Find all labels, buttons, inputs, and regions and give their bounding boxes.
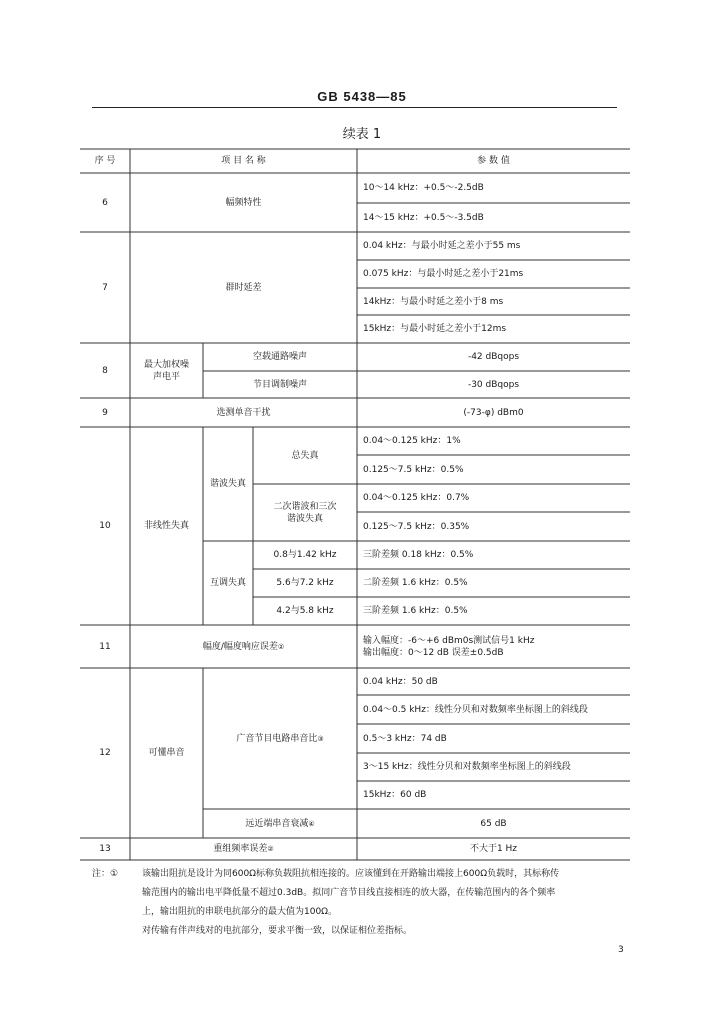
- row13-sup: ②: [267, 845, 274, 853]
- row6-param-1: 10～14 kHz：+0.5～-2.5dB: [363, 183, 484, 193]
- row8-sub-2: 节目调制噪声: [252, 379, 307, 390]
- note-label: 注：①: [92, 869, 119, 879]
- row13-item: [130, 838, 357, 860]
- row6-item: 幅频特性: [225, 197, 262, 208]
- note-text-1: 该输出阻抗是设计为同600Ω标称负载阻抗相连接的。应该懂到在开路输出端接上600Ω负载时，其标称传: [142, 869, 560, 879]
- row9-param: (-73-φ) dBm0: [463, 407, 524, 418]
- col-header-no: 序 号: [94, 156, 116, 166]
- row12-val-4: 3～15 kHz：线性分贝和对数频率坐标图上的斜线段: [363, 762, 571, 772]
- row7-param-1: 0.04 kHz：与最小时延之差小于55 ms: [363, 241, 521, 251]
- row12-sub-1: [203, 668, 357, 809]
- row9-no: 9: [102, 407, 108, 418]
- row10-thd: 总失真: [291, 450, 319, 461]
- row11-item: [130, 625, 357, 668]
- row7-item: 群时延差: [225, 282, 262, 293]
- row10-imd-freq-2: 5.6与7.2 kHz: [276, 578, 334, 588]
- row8-no: 8: [102, 365, 108, 376]
- row11-item-label: 幅度/幅度响应误差: [202, 641, 278, 652]
- page-number: 3: [618, 945, 624, 955]
- row10-imd-val-1: 三阶差频 0.18 kHz：0.5%: [363, 550, 474, 560]
- row12-val-5: 15kHz：60 dB: [363, 790, 427, 800]
- row13-no: 13: [99, 844, 111, 854]
- row12-sub-1-label: 广音节目电路串音比: [236, 733, 318, 744]
- row12-sub-2-val: 65 dB: [480, 818, 507, 829]
- row8-val-1: -42 dBqops: [467, 352, 520, 362]
- note-line-3: 上，输出阻抗的串联电抗部分的最大值为100Ω。: [142, 907, 338, 917]
- table-notes: [92, 865, 632, 941]
- row12-sub-1-sup: ③: [317, 734, 324, 743]
- row12-sub-2-sup: ④: [308, 819, 315, 828]
- row10-thd-val-1: 0.04～0.125 kHz：1%: [363, 436, 461, 446]
- row7-param-2: 0.075 kHz：与最小时延之差小于21ms: [363, 269, 524, 279]
- row8-sub-1: 空载通路噪声: [252, 352, 307, 362]
- row10-imd: 互调失真: [209, 578, 246, 588]
- row8-group: 最大加权噪声电平: [144, 359, 190, 382]
- row12-sub-2-label: 远近端串音衰减: [245, 818, 309, 829]
- row9-item: 选测单音干扰: [216, 407, 271, 418]
- row11-params: [357, 625, 630, 668]
- row11-no: 11: [99, 641, 111, 652]
- row10-imd-val-2: 二阶差频 1.6 kHz：0.5%: [363, 578, 468, 588]
- row12-val-3: 0.5～3 kHz：74 dB: [363, 733, 447, 744]
- row12-val-2: 0.04～0.5 kHz：线性分贝和对数频率坐标图上的斜线段: [363, 704, 588, 715]
- row11-sup: ②: [277, 642, 285, 651]
- table-title: 续表 1: [342, 127, 382, 142]
- row6-param-2: 14～15 kHz：+0.5～-3.5dB: [363, 212, 484, 223]
- row12-group: 可懂串音: [148, 748, 185, 758]
- row10-thd-val-2: 0.125～7.5 kHz：0.5%: [363, 464, 464, 475]
- note-line-4: 对传输有伴声线对的电抗部分，要求平衡一致，以保证相位差指标。: [142, 926, 413, 936]
- row10-no: 10: [99, 521, 111, 531]
- row12-no: 12: [99, 748, 111, 758]
- row10-h23: 二次谐波和三次谐波失真: [273, 501, 337, 524]
- row10-h23-val-1: 0.04～0.125 kHz：0.7%: [363, 493, 470, 503]
- row13-param: 不大于1 Hz: [469, 844, 518, 854]
- row11-param-1: 输入幅度：-6～+6 dBm0s测试信号1 kHz: [363, 635, 535, 646]
- standard-code: GB 5438—85: [317, 89, 407, 104]
- row13-item-label: 重组频率误差: [213, 844, 268, 854]
- row10-h23-val-2: 0.125～7.5 kHz：0.35%: [363, 521, 470, 532]
- row6-no: 6: [102, 197, 108, 208]
- row12-sub-2: [203, 809, 357, 838]
- row7-param-4: 15kHz：与最小时延之差小于12ms: [363, 324, 507, 334]
- row12-val-1: 0.04 kHz：50 dB: [363, 676, 438, 687]
- row10-harmonic: 谐波失真: [209, 479, 246, 489]
- row10-imd-val-3: 三阶差频 1.6 kHz：0.5%: [363, 606, 468, 616]
- row7-no: 7: [102, 282, 108, 293]
- row10-imd-freq-1: 0.8与1.42 kHz: [273, 550, 337, 560]
- row11-param-2: 输出幅度：0～12 dB 误差±0.5dB: [363, 647, 504, 658]
- row10-group: 非线性失真: [143, 521, 189, 531]
- note-line-1: [92, 865, 632, 884]
- col-header-param: 参 数 值: [477, 156, 510, 166]
- row7-param-3: 14kHz：与最小时延之差小于8 ms: [363, 296, 504, 307]
- note-line-2: 输范围内的输出电平降低量不超过0.3dB。拟同广音节目线直接相连的放大器，在传输范围内的各个频率: [142, 888, 556, 898]
- col-header-item: 项 目 名 称: [221, 156, 266, 166]
- row10-imd-freq-3: 4.2与5.8 kHz: [276, 606, 334, 616]
- row8-val-2: -30 dBqops: [467, 379, 520, 390]
